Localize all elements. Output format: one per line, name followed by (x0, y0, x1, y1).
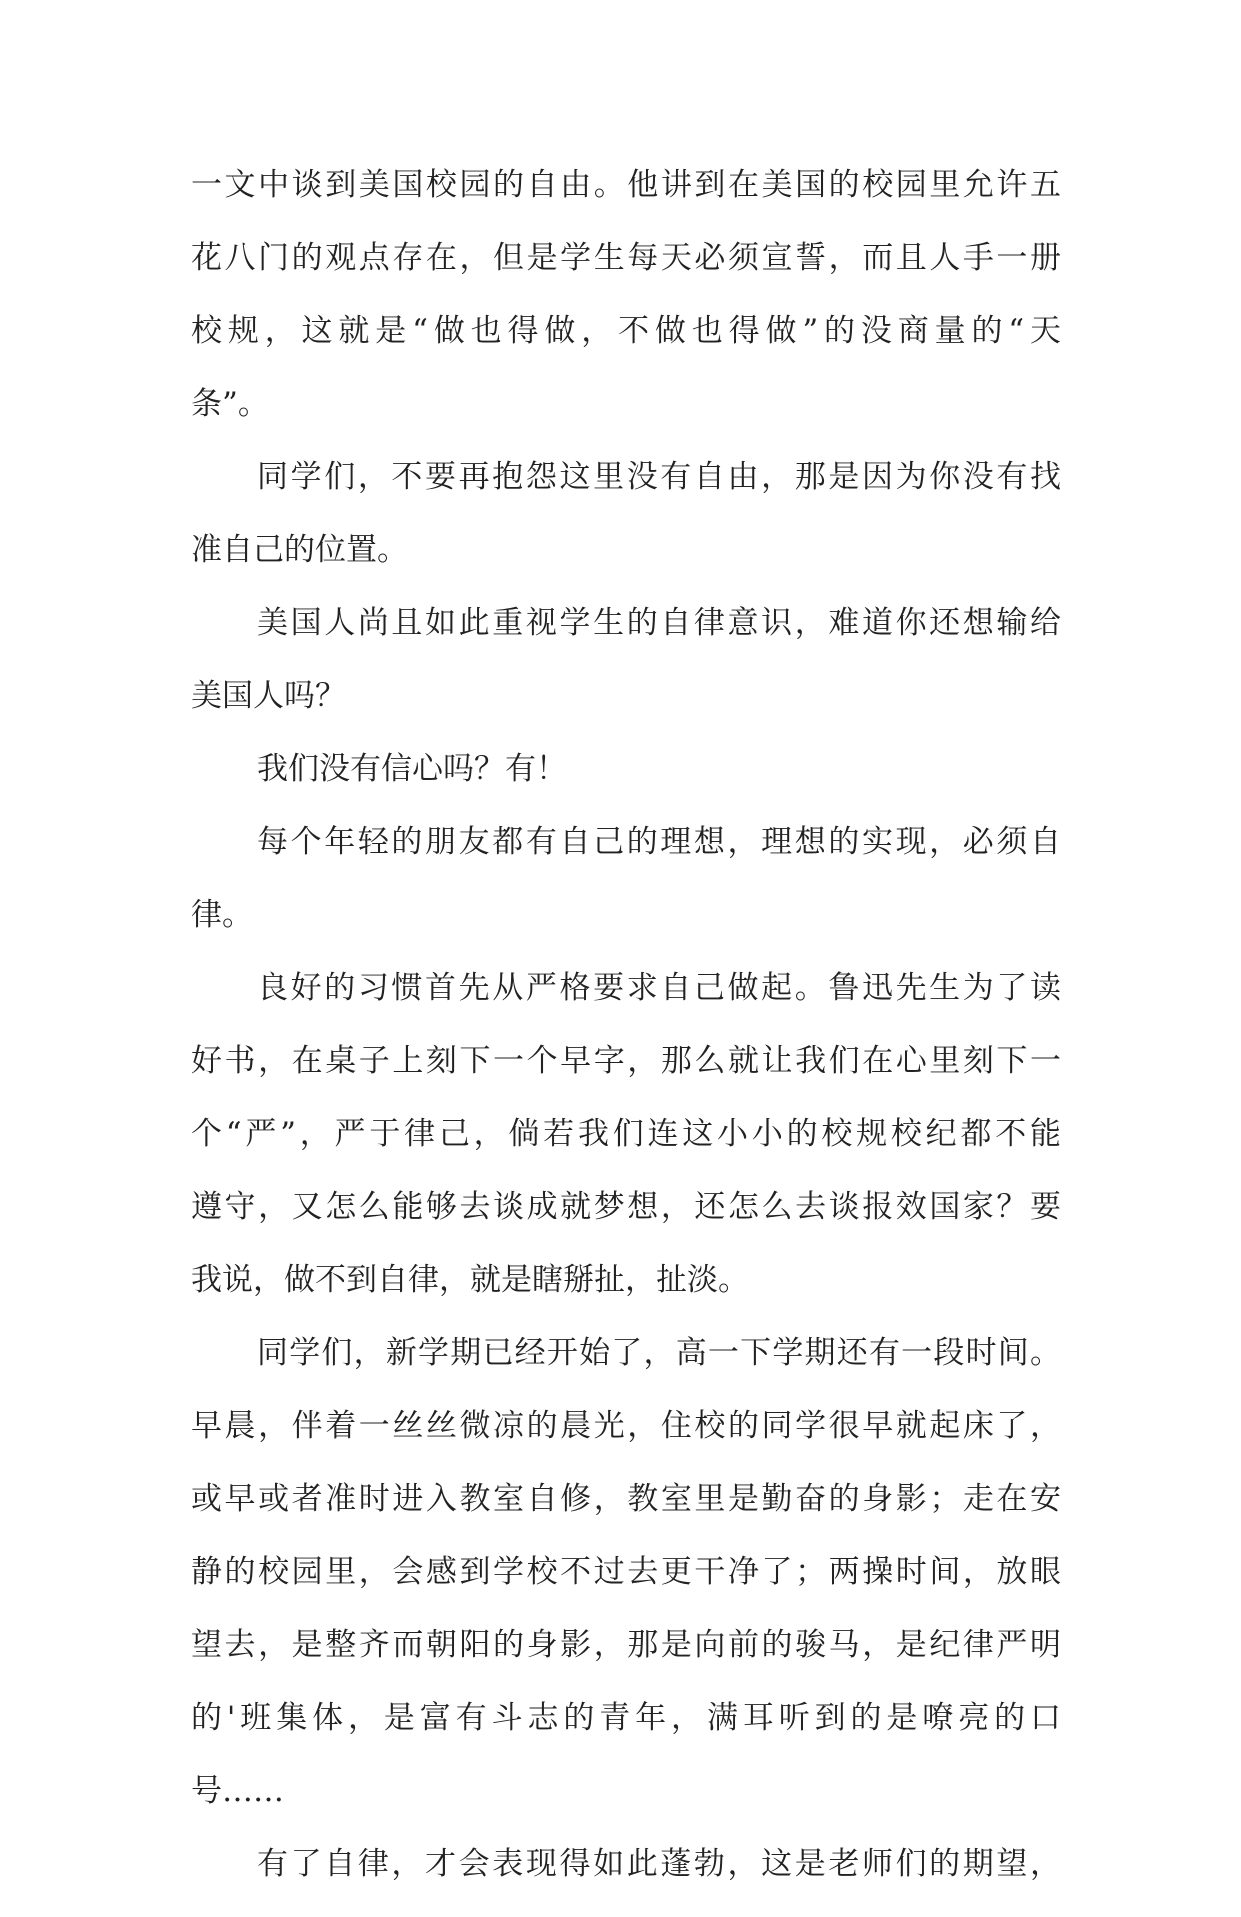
text-line: 有了自律，才会表现得如此蓬勃，这是老师们的期望， (257, 1846, 1061, 1882)
text-line: 花八门的观点存在，但是学生每天必须宣誓，而且人手一册 (191, 240, 1061, 276)
text-line: 条”。 (191, 386, 269, 422)
text-line: 同学们，不要再抱怨这里没有自由，那是因为你没有找 (257, 459, 1061, 495)
text-line: 早晨，伴着一丝丝微凉的晨光，住校的同学很早就起床了， (191, 1408, 1061, 1444)
text-line: 良好的习惯首先从严格要求自己做起。鲁迅先生为了读 (257, 970, 1061, 1006)
text-line: 我们没有信心吗？有！ (257, 751, 567, 787)
text-line: 美国人尚且如此重视学生的自律意识，难道你还想输给 (257, 605, 1061, 641)
text-line: 校规，这就是“做也得做，不做也得做”的没商量的“天 (191, 313, 1061, 349)
text-line: 一文中谈到美国校园的自由。他讲到在美国的校园里允许五 (191, 167, 1061, 203)
text-line: 个“严”，严于律己，倘若我们连这小小的校规校纪都不能 (191, 1116, 1061, 1152)
text-line: 我说，做不到自律，就是瞎掰扯，扯淡。 (191, 1262, 749, 1298)
text-line: 美国人吗？ (191, 678, 346, 714)
text-line: 遵守，又怎么能够去谈成就梦想，还怎么去谈报效国家？要 (191, 1189, 1061, 1225)
text-line: 同学们，新学期已经开始了，高一下学期还有一段时间。 (257, 1335, 1061, 1371)
text-line: 望去，是整齐而朝阳的身影，那是向前的骏马，是纪律严明 (191, 1627, 1061, 1663)
text-line: 每个年轻的朋友都有自己的理想，理想的实现，必须自 (257, 824, 1061, 860)
text-line: 准自己的位置。 (191, 532, 408, 568)
text-line: 号…… (191, 1773, 284, 1809)
text-line: 律。 (191, 897, 253, 933)
text-line: 的'班集体，是富有斗志的青年，满耳听到的是嘹亮的口 (191, 1700, 1061, 1736)
body-text (191, 165, 1061, 1917)
text-line: 静的校园里，会感到学校不过去更干净了；两操时间，放眼 (191, 1554, 1061, 1590)
text-line: 好书，在桌子上刻下一个早字，那么就让我们在心里刻下一 (191, 1043, 1061, 1079)
text-line: 或早或者准时进入教室自修，教室里是勤奋的身影；走在安 (191, 1481, 1061, 1517)
